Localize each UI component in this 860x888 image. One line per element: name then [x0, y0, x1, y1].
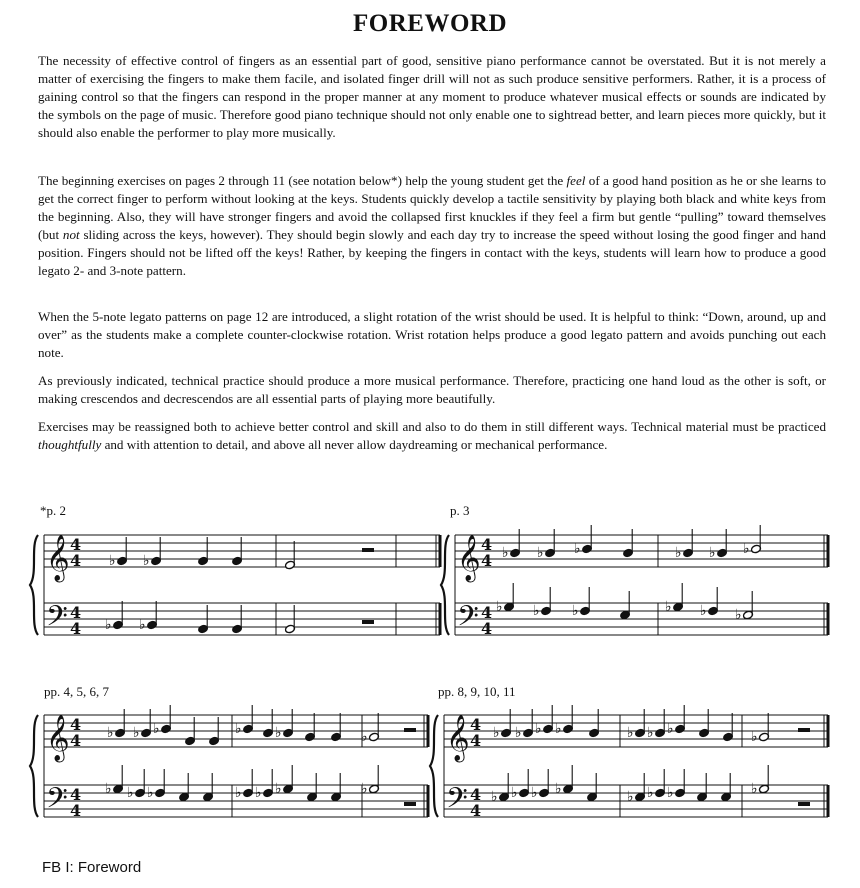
brace — [30, 535, 38, 635]
flat-sign: ♭ — [139, 617, 146, 633]
flat-sign: ♭ — [515, 725, 522, 741]
flat-sign: ♭ — [572, 603, 579, 619]
time-signature-top: 4 — [470, 715, 482, 734]
flat-sign: ♭ — [107, 725, 114, 741]
page-title: FOREWORD — [353, 10, 507, 37]
flat-sign: ♭ — [531, 785, 538, 801]
flat-sign: ♭ — [491, 789, 498, 805]
half-rest — [798, 728, 810, 732]
flat-sign: ♭ — [361, 781, 368, 797]
flat-sign: ♭ — [555, 721, 562, 737]
time-signature-top: 4 — [70, 603, 82, 622]
brace — [441, 535, 449, 635]
flat-sign: ♭ — [667, 785, 674, 801]
flat-sign: ♭ — [535, 721, 542, 737]
flat-sign: ♭ — [627, 725, 634, 741]
bass-clef: 𝄢 — [457, 600, 479, 640]
treble-clef: 𝄞 — [46, 715, 70, 761]
paragraph-text: The beginning exercises on pages 2 through 11 (see notation below*) help the young student get the — [38, 173, 567, 188]
time-signature-top: 4 — [70, 785, 82, 804]
flat-sign: ♭ — [235, 785, 242, 801]
half-rest — [362, 620, 374, 624]
flat-sign: ♭ — [502, 545, 509, 561]
flat-sign: ♭ — [709, 545, 716, 561]
time-signature-bottom: 4 — [481, 551, 493, 570]
emphasis-text: feel — [566, 173, 586, 188]
flat-sign: ♭ — [255, 785, 262, 801]
emphasis-text: not — [62, 227, 80, 242]
flat-sign: ♭ — [665, 599, 672, 615]
paragraph-text: sliding across the keys, however). They should begin slowly and each day try to increase the speed without losing the good finger and hand position. Fingers should not be lifted off the keys! Rather, by keeping the fingers in contact with the keys, students will learn how to produce a good legato 2- and 3-note pattern. — [38, 227, 826, 278]
time-signature-bottom: 4 — [470, 801, 482, 820]
time-signature-top: 4 — [481, 535, 493, 554]
half-rest — [404, 802, 416, 806]
flat-sign: ♭ — [143, 553, 150, 569]
flat-sign: ♭ — [361, 729, 368, 745]
time-signature-top: 4 — [70, 535, 82, 554]
time-signature-bottom: 4 — [481, 619, 493, 638]
flat-sign: ♭ — [493, 725, 500, 741]
paragraph-text: of a good hand position as he or she learns to get the correct finger to perform without looking at the keys. Students quickly develop a tactile sensitivity by playing both black and white keys from the beginning. Also, they will have stronger fingers and avoid the collapsed first knuckles if they feel a firm but gentle “pulling” toward themselves (but — [38, 173, 827, 242]
time-signature-top: 4 — [481, 603, 493, 622]
flat-sign: ♭ — [647, 785, 654, 801]
treble-clef: 𝄞 — [457, 535, 481, 581]
brace — [430, 715, 438, 817]
flat-sign: ♭ — [647, 725, 654, 741]
flat-sign: ♭ — [700, 603, 707, 619]
flat-sign: ♭ — [275, 781, 282, 797]
half-rest — [798, 802, 810, 806]
flat-sign: ♭ — [537, 545, 544, 561]
treble-clef: 𝄞 — [446, 715, 470, 761]
time-signature-top: 4 — [70, 715, 82, 734]
paragraph-text: When the 5-note legato patterns on page 12 are introduced, a slight rotation of the wrist should be used. It is helpful to think: “Down, around, up and over” as the students make a complete counter-clockwise rotation. Wrist rotation helps produce a good legato pattern and avoids punching out each note. — [38, 309, 826, 360]
brace — [30, 715, 38, 817]
flat-sign: ♭ — [105, 617, 112, 633]
flat-sign: ♭ — [667, 721, 674, 737]
bass-clef: 𝄢 — [446, 782, 468, 822]
flat-sign: ♭ — [127, 785, 134, 801]
flat-sign: ♭ — [743, 541, 750, 557]
treble-clef: 𝄞 — [46, 535, 70, 581]
half-rest — [362, 548, 374, 552]
paragraph-text: Exercises may be reassigned both to achieve better control and skill and also to do them in still different ways. Technical material must be practiced — [38, 419, 826, 434]
flat-sign: ♭ — [533, 603, 540, 619]
flat-sign: ♭ — [555, 781, 562, 797]
flat-sign: ♭ — [751, 729, 758, 745]
flat-sign: ♭ — [511, 785, 518, 801]
time-signature-bottom: 4 — [70, 731, 82, 750]
flat-sign: ♭ — [153, 721, 160, 737]
flat-sign: ♭ — [275, 725, 282, 741]
emphasis-text: thoughtfully — [38, 437, 102, 452]
flat-sign: ♭ — [675, 545, 682, 561]
flat-sign: ♭ — [105, 781, 112, 797]
flat-sign: ♭ — [735, 607, 742, 623]
paragraph-text: The necessity of effective control of fingers as an essential part of good, sensitive piano performance cannot be overstated. But it is not merely a matter of exercising the fingers to make them facile, and isolated finger drill will not as such produce sensitive performers. Rather, it is a process of gaining control so that the fingers can respond in the proper manner at any moment to produce whatever musical effects or sounds are indicated by the symbols on the page of music. Therefore good piano technique should not only enable one to sightread better, and learn pieces more quickly, but it should also enable the performer to play more musically. — [38, 53, 826, 140]
bass-clef: 𝄢 — [46, 782, 68, 822]
flat-sign: ♭ — [147, 785, 154, 801]
flat-sign: ♭ — [627, 789, 634, 805]
flat-sign: ♭ — [496, 599, 503, 615]
flat-sign: ♭ — [109, 553, 116, 569]
flat-sign: ♭ — [751, 781, 758, 797]
bass-clef: 𝄢 — [46, 600, 68, 640]
paragraph-text: As previously indicated, technical practice should produce a more musical performance. Therefore, practicing one hand loud as the other is soft, or making crescendos and decrescendos are all essential parts of playing more beautifully. — [38, 373, 826, 406]
flat-sign: ♭ — [574, 541, 581, 557]
time-signature-bottom: 4 — [470, 731, 482, 750]
flat-sign: ♭ — [235, 721, 242, 737]
half-rest — [404, 728, 416, 732]
system-label-p3: p. 3 — [450, 503, 470, 518]
time-signature-bottom: 4 — [70, 551, 82, 570]
time-signature-bottom: 4 — [70, 801, 82, 820]
flat-sign: ♭ — [133, 725, 140, 741]
page-footer: FB I: Foreword — [42, 859, 142, 876]
system-label-pp8-11: pp. 8, 9, 10, 11 — [438, 684, 516, 699]
system-label-pp4-7: pp. 4, 5, 6, 7 — [44, 684, 109, 699]
time-signature-bottom: 4 — [70, 619, 82, 638]
system-label-p2: *p. 2 — [40, 503, 66, 518]
paragraph-text: and with attention to detail, and above all never allow daydreaming or mechanical performance. — [101, 437, 608, 452]
time-signature-top: 4 — [470, 785, 482, 804]
